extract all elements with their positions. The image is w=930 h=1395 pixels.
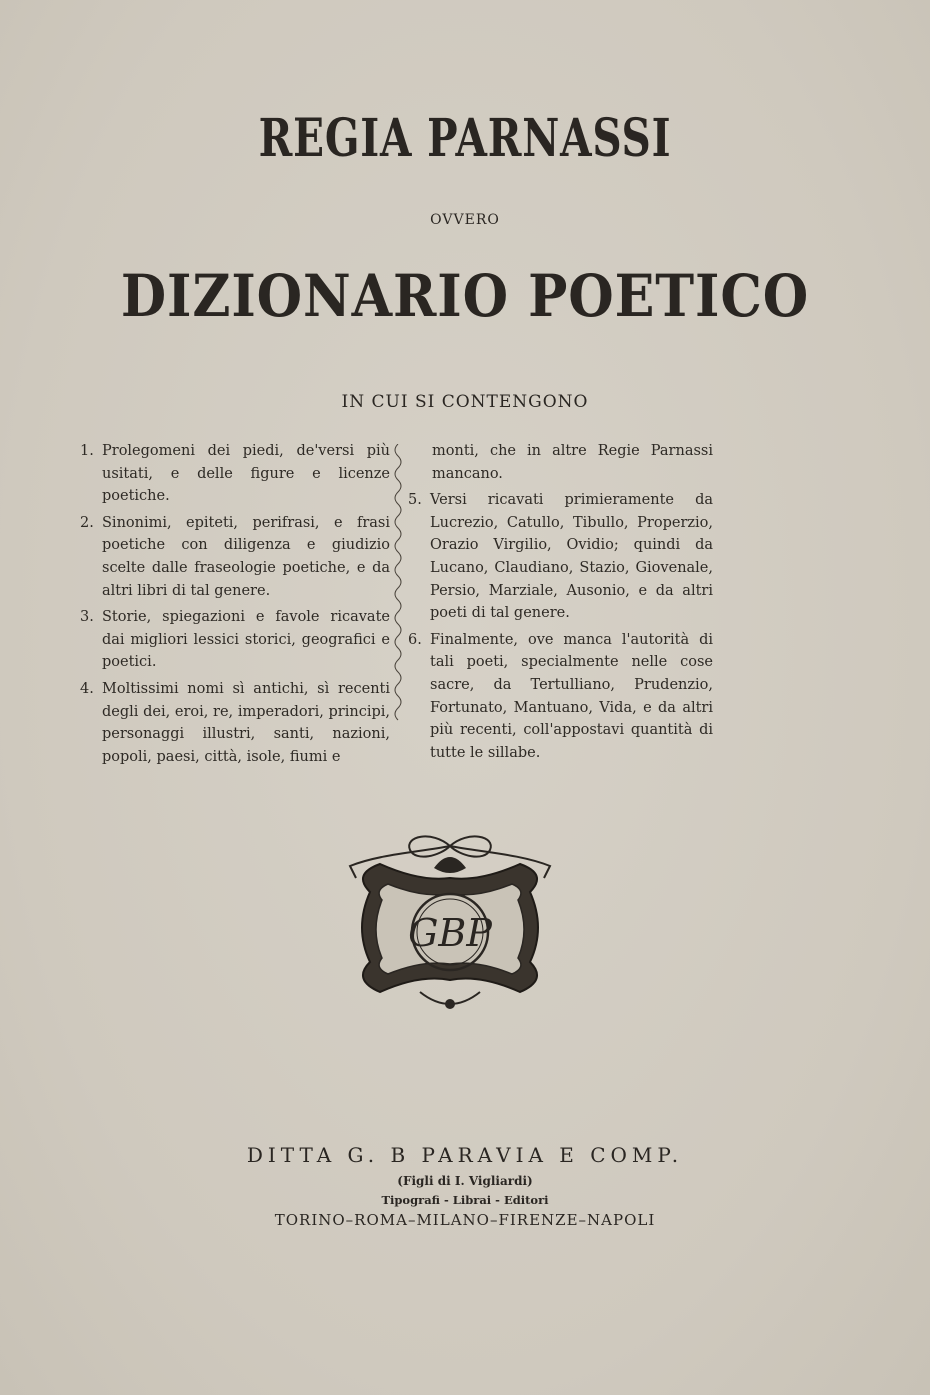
contents-right-column [408,440,713,768]
contents-item-4 [80,678,390,768]
contents-item-5 [408,489,713,625]
item-text: Storie, spiegazioni e favole ricavate dai migliori lessici storici, geografici e poetici. [102,609,390,671]
contents-item-4-continued: monti, che in altre Regie Parnassi mancano. [432,443,713,482]
item-number: 1. [80,443,94,459]
publisher-name: DITTA G. B PARAVIA E COMP. [246,1143,684,1167]
item-number: 6. [408,631,422,648]
contents-left-column [80,440,390,772]
item-text: Prolegomeni dei piedi, de'versi più usitati, e delle figure e licenze poetiche. [102,443,390,505]
publisher-role: Tipografi - Librai - Editori [381,1193,549,1207]
item-text: Sinonimi, epiteti, perifrasi, e frasi poetiche con diligenza e giudizio scelte dalle fraseologie poetiche, e da altri libri di tal genere. [102,514,390,599]
contents-item-6 [408,629,713,765]
publisher-family: (Figli di I. Vigliardi) [397,1174,533,1188]
contents-intro: IN CUI SI CONTENGONO [341,392,589,412]
ovvero-label: OVVERO [430,212,500,228]
book-subtitle: DIZIONARIO POETICO [120,262,810,330]
item-number: 2. [80,514,94,531]
item-number: 5. [408,492,422,509]
book-title: REGIA PARNASSI [258,108,672,169]
column-brace-divider [388,444,408,724]
publisher-cities: TORINO–ROMA–MILANO–FIRENZE–NAPOLI [274,1211,656,1229]
item-text: Versi ricavati primieramente da Lucrezio, Catullo, Tibullo, Properzio, Orazio Virgilio, Ovidio; quindi da Lucano, Claudiano, Stazio, Giovenale, Persio, Marziale, Ausonio, e da altri poeti di tal genere. [430,492,713,622]
item-text: Finalmente, ove manca l'autorità di tali poeti, specialmente nelle cose sacre, da Tertulliano, Prudenzio, Fortunato, Mantuano, Vida, e da altri più recenti, coll'appostavi quantità di tutte le sillabe. [430,631,713,761]
item-number: 4. [80,680,94,697]
item-number: 3. [80,609,94,626]
contents-item-1 [80,440,390,508]
emblem-monogram: GBP [408,911,492,955]
contents-item-2 [80,512,390,602]
publisher-emblem-icon [330,832,570,1028]
contents-item-3 [80,606,390,674]
item-text: Moltissimi nomi sì antichi, sì recenti degli dei, eroi, re, imperadori, principi, personaggi illustri, santi, nazioni, popoli, paesi, città, isole, fiumi e [102,680,390,765]
